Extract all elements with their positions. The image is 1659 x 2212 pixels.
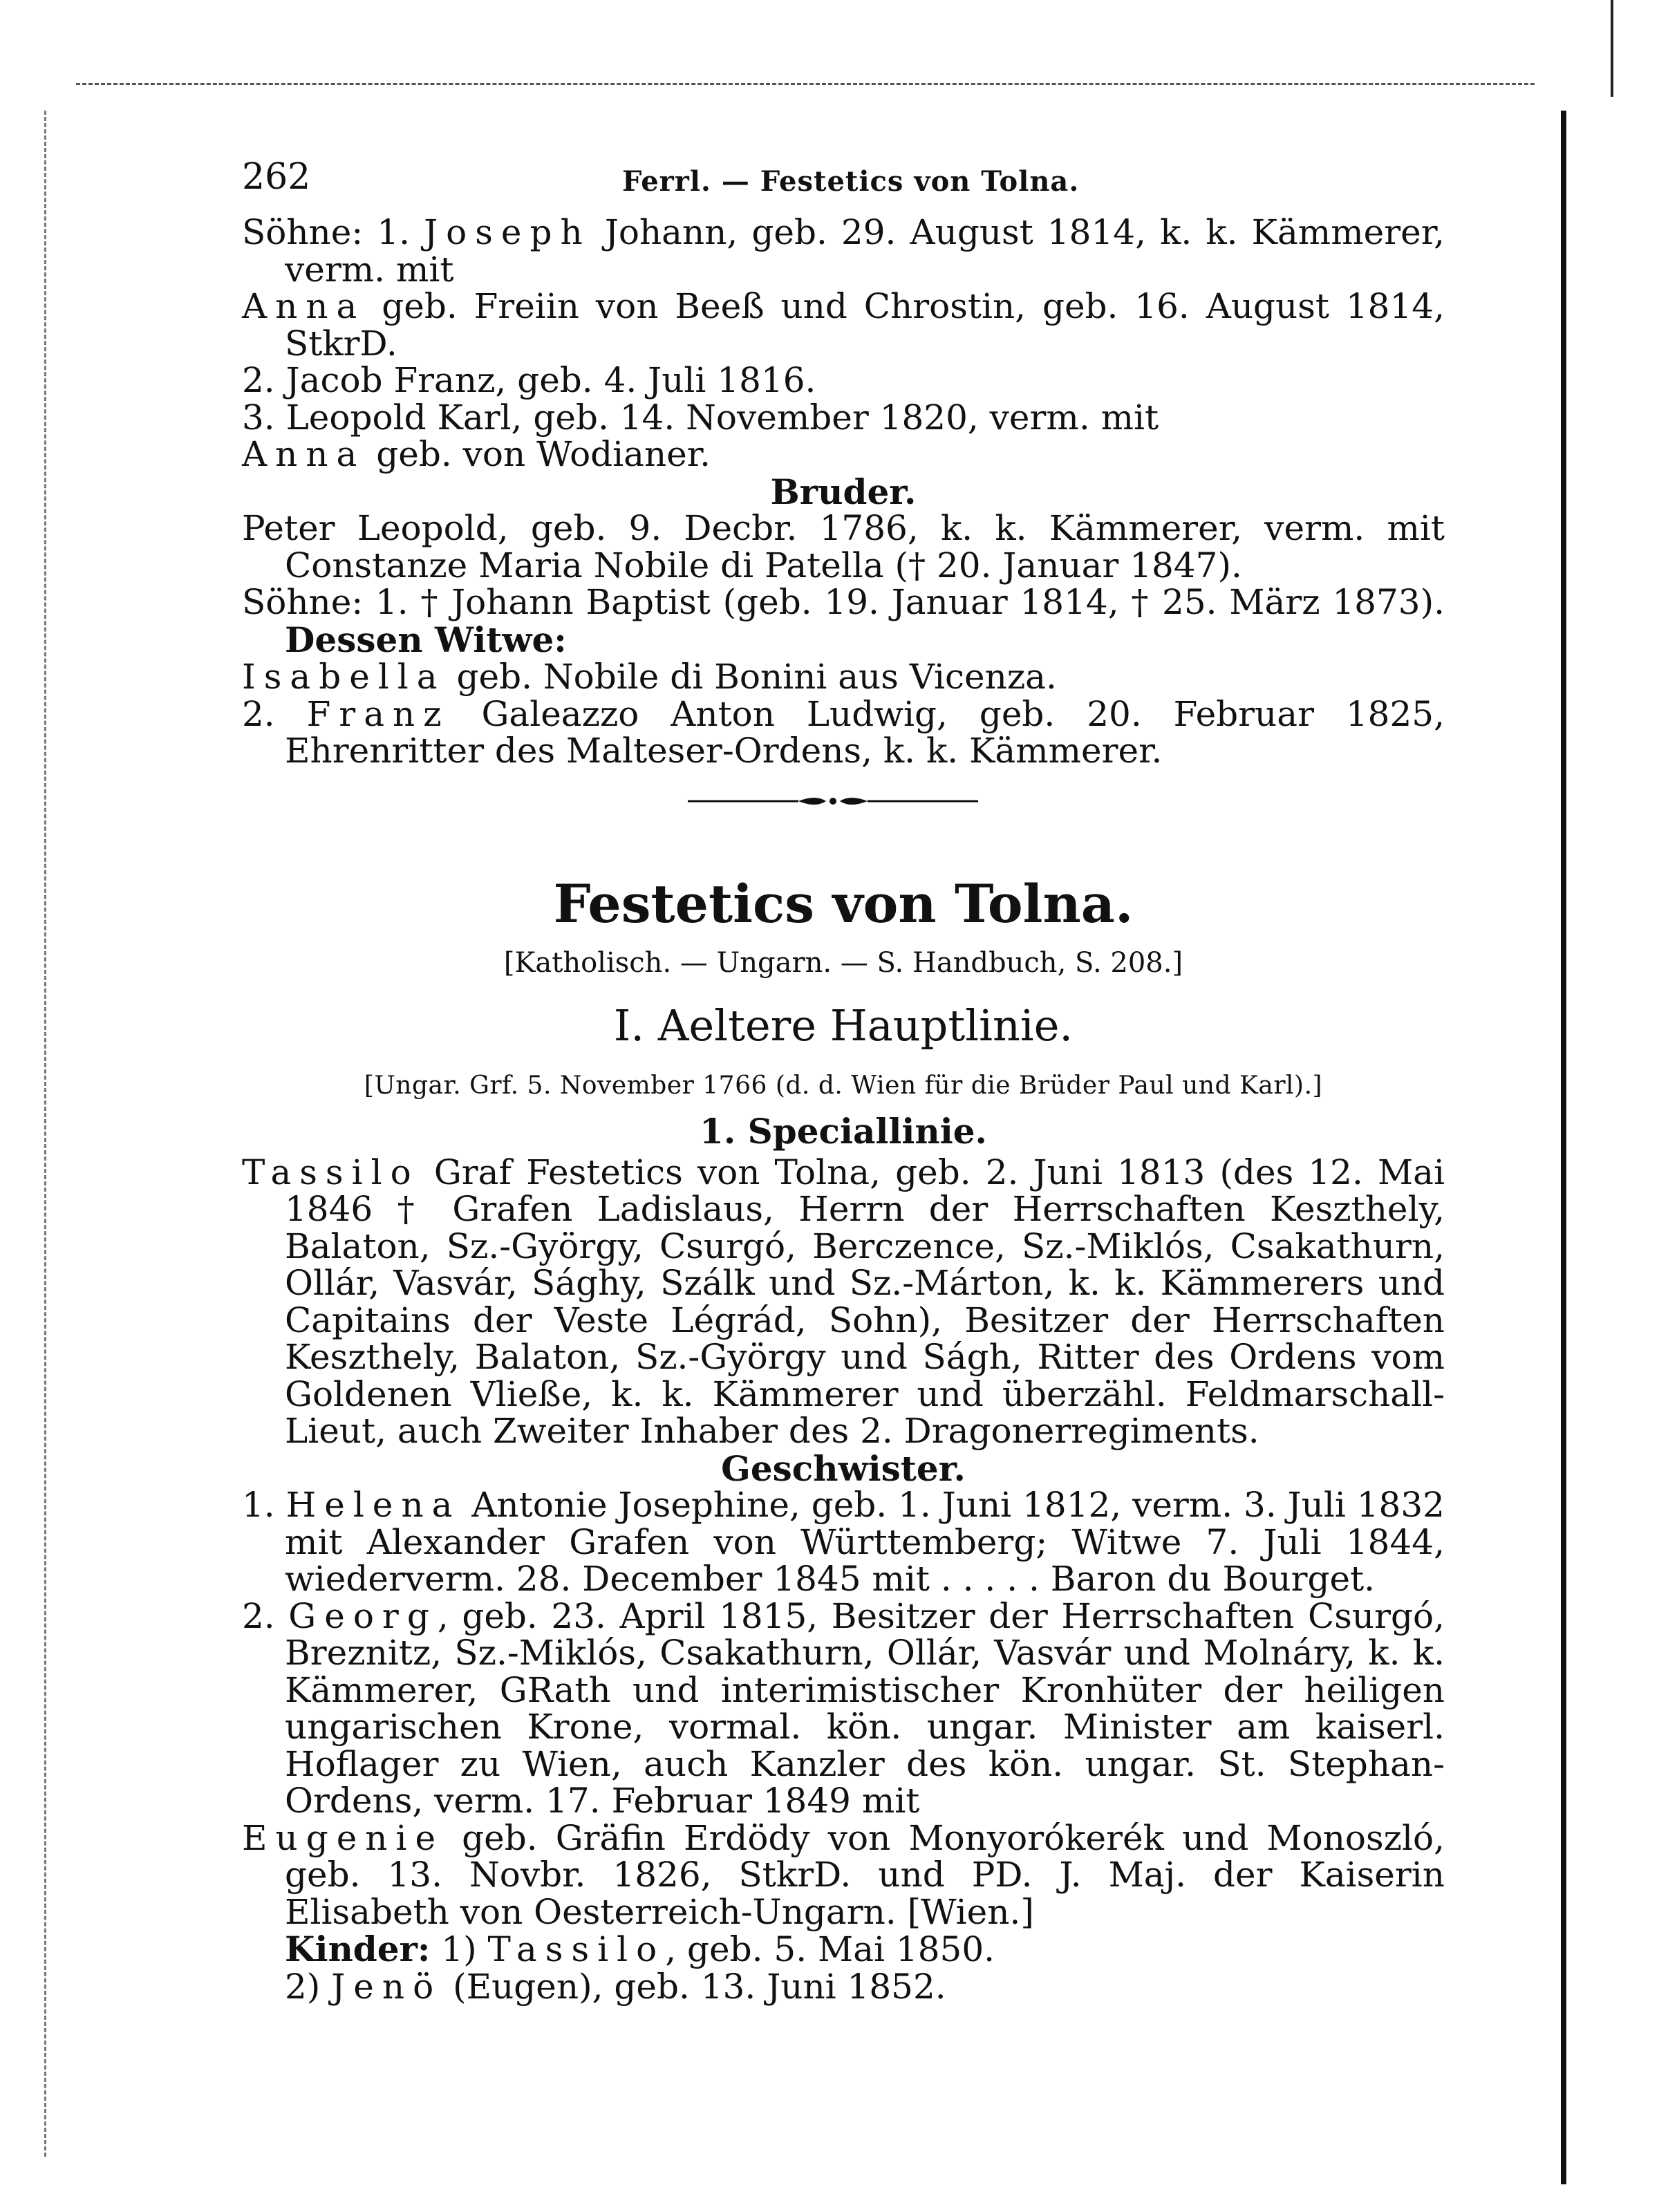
son-entry-joseph [242,214,1445,288]
entry-number: 2. [242,1595,275,1636]
person-name: Eugenie [242,1817,444,1858]
person-name: Isabella [242,657,446,697]
entry-text: Antonie Josephine, geb. 1. Juni 1812, verm. 3. Juli 1832 mit Alexander Grafen von Württemberg; Witwe 7. Juli 1844, wiederverm. 28. December 1845 mit . . . . . Baron du Bourget. [285,1485,1445,1599]
spouse-entry-anna-beess [242,288,1445,362]
page-header [242,156,1445,214]
entry-text: geb. Gräfin Erdödy von Monyorókerék und Monoszló, geb. 13. Novbr. 1826, StkrD. und PD. J. Maj. der Kaiserin Elisabeth von Oesterreich-Ungarn. [Wien.] [285,1817,1445,1932]
children-entry-1 [242,1931,1445,1969]
divider-ornament-icon [688,791,978,812]
scan-gutter-mark [1611,0,1613,97]
line-meta: [Ungar. Grf. 5. November 1766 (d. d. Wien für die Brüder Paul und Karl).] [364,1071,1323,1100]
person-name: Anna [242,434,366,474]
children-entry-2 [242,1966,1445,2007]
entry-text: Graf Festetics von Tolna, geb. 2. Juni 1813 (des 12. Mai 1846 † Grafen Ladislaus, Herrn der Herrschaften Keszthely, Balaton, Sz.-György, Csurgó, Berczence, Sz.-Miklós, Csakathurn, Ollár, Vasvár, Sághy, Szálk und Sz.-Márton, k. k. Kämmerers und Capitains der Veste Légrád, Sohn), Besitzer der Herrschaften Keszthely, Balaton, Sz.-György und Ságh, Ritter des Ordens vom Goldenen Vließe, k. k. Kämmerer und überzähl. Feldmarschall-Lieut, auch Zweiter Inhaber des 2. Dragonerregiments. [285,1152,1445,1451]
entry-text: (Eugen), geb. 13. Juni 1852. [453,1966,946,2007]
entry-number: 1. [242,1485,275,1525]
brother-son-entry-franz [242,693,1445,771]
brother-heading: Bruder. [770,471,917,512]
scan-right-edge [1561,111,1566,2184]
book-page [242,156,1445,2007]
head-entry-tassilo [242,1154,1445,1450]
entry-number: 1) [441,1929,477,1969]
scan-top-rule [76,83,1535,85]
entry-number: 2) [285,1966,321,2007]
entry-number: 2. [242,693,275,734]
entry-text: , geb. 5. Mai 1850. [665,1929,995,1969]
entry-text: 1. † Johann Baptist (geb. 19. Januar 1814, † 25. März 1873). [375,582,1445,622]
festetics-section [242,870,1445,2006]
person-name: Georg [288,1595,438,1636]
sibling-entry-helena [242,1487,1445,1598]
line-title: I. Aeltere Hauptlinie. [613,1000,1074,1051]
brother-sons-entry [242,584,1445,659]
brother-entry: Peter Leopold, geb. 9. Decbr. 1786, k. k. Kämmerer, verm. mit Constanze Maria Nobile di Patella († 20. Januar 1847). [242,508,1445,585]
entry-text: geb. von Wodianer. [376,434,711,474]
running-head: Ferrl. — Festetics von Tolna. [622,165,1080,198]
section-divider [242,770,1445,853]
entry-text: Galeazzo Anton Ludwig, geb. 20. Februar 1825, Ehrenritter des Malteser-Ordens, k. k. Kämmerer. [285,693,1445,771]
person-name: Helena [285,1485,461,1525]
scan-left-edge [44,111,46,2157]
spouse-entry-anna-wodianer [242,436,1445,474]
son-entry-leopold: 3. Leopold Karl, geb. 14. November 1820, verm. mit [242,397,1159,438]
sibling-entry-georg [242,1595,1445,1821]
entry-text: Johann, geb. 29. August 1814, k. k. Kämmerer, verm. mit [285,212,1445,290]
house-title: Festetics von Tolna. [553,872,1134,935]
person-name: Jenö [331,1966,442,2007]
house-meta: [Katholisch. — Ungarn. — S. Handbuch, S. 208.] [503,946,1183,979]
sons-label: Söhne: [242,582,364,622]
siblings-heading: Geschwister. [721,1447,966,1489]
sons-label: Söhne: [242,212,364,252]
widow-label: Dessen Witwe: [285,619,567,660]
person-name: Tassilo [487,1929,666,1969]
widow-entry [242,659,1445,696]
son-entry-jacob: 2. Jacob Franz, geb. 4. Juli 1816. [242,360,816,400]
speciallinie-heading: 1. Speciallinie. [700,1110,987,1152]
children-label: Kinder: [285,1929,431,1969]
spouse-entry-eugenie [242,1817,1445,1932]
entry-text: geb. Nobile di Bonini aus Vicenza. [456,657,1057,697]
person-name: Anna [242,286,366,326]
person-name: Tassilo [242,1152,420,1192]
ferrl-section [242,214,1445,770]
entry-text: geb. Freiin von Beeß und Chrostin, geb. 16. August 1814, StkrD. [285,286,1445,364]
entry-number: 1. [377,212,411,252]
page-number: 262 [242,156,311,198]
person-name: Franz [306,693,450,734]
person-name: Joseph [424,212,591,252]
entry-text: , geb. 23. April 1815, Besitzer der Herrschaften Csurgó, Breznitz, Sz.-Miklós, Csakathurn, Ollár, Vasvár und Molnáry, k. k. Kämmerer, GRath und interimistischer Kronhüter der heiligen ungarischen Krone, vormal. kön. ungar. Minister am kaiserl. Hoflager zu Wien, auch Kanzler des kön. ungar. St. Stephan-Ordens, verm. 17. Februar 1849 mit [285,1595,1445,1821]
